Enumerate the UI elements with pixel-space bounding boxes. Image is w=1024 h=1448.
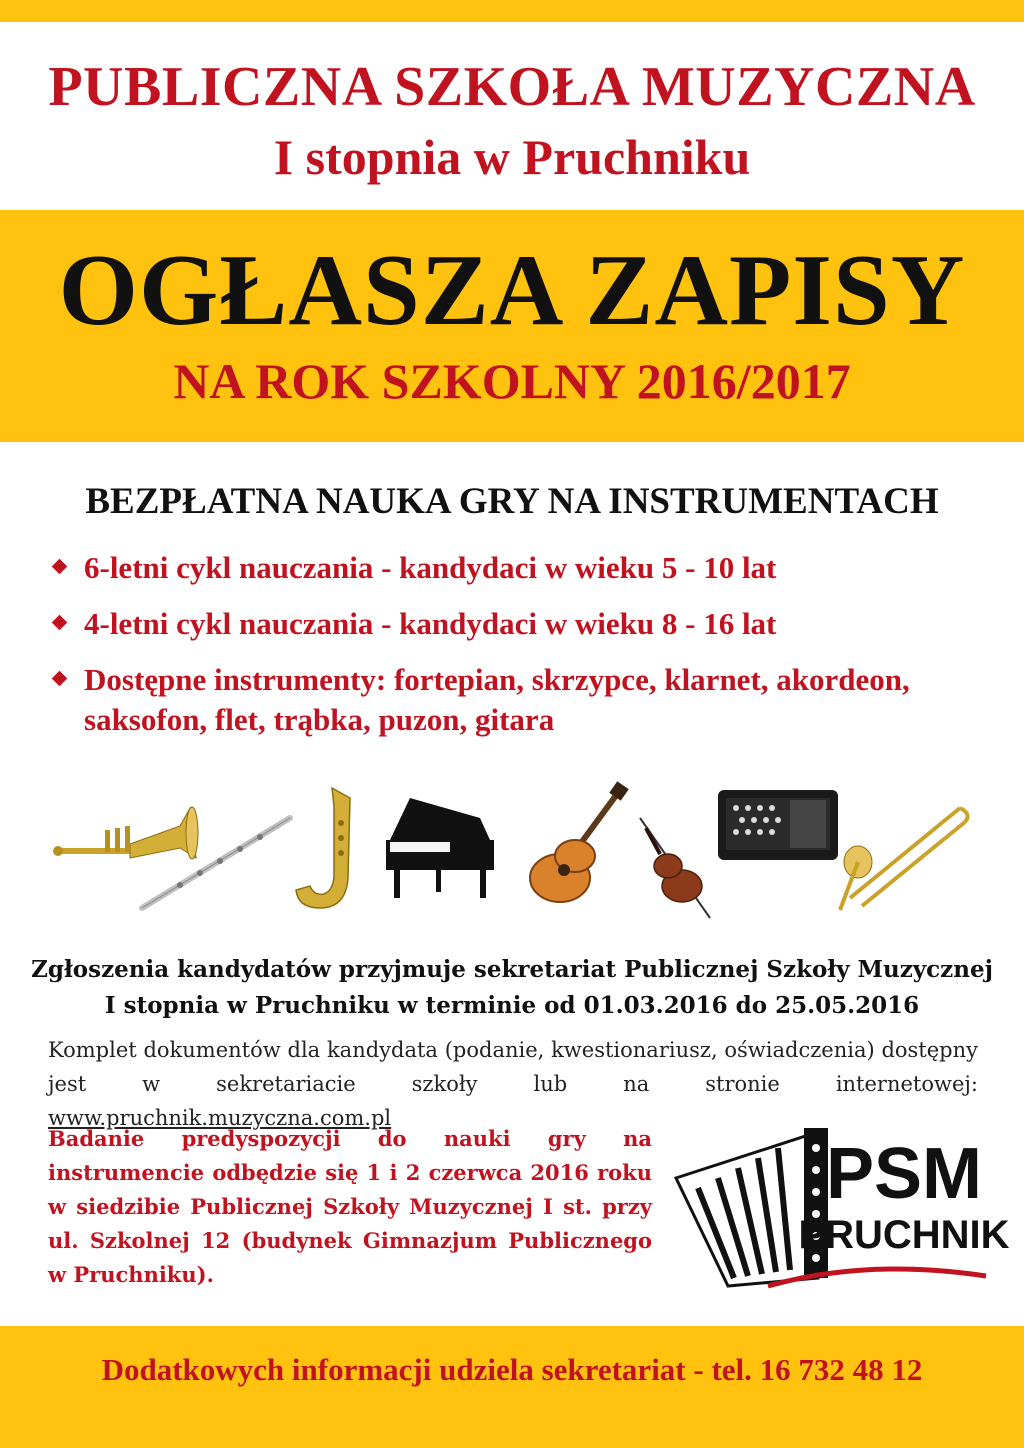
diamond-bullet-icon (52, 559, 68, 575)
footer-contact: Dodatkowych informacji udziela sekretariat - tel. 16 732 48 12 (101, 1352, 923, 1387)
saxophone-icon (296, 788, 350, 908)
school-title: PUBLICZNA SZKOŁA MUZYCZNA (48, 56, 976, 118)
instruments-illustration (50, 778, 970, 928)
diamond-bullet-icon (52, 671, 68, 687)
offer-list (52, 548, 982, 756)
top-stripe (0, 0, 1024, 22)
accordion-logo-icon (676, 1128, 828, 1286)
violin-icon (640, 818, 710, 918)
website-link[interactable]: www.pruchnik.muzyczna.com.pl (48, 1106, 392, 1130)
logo-psm-text: PSM (825, 1134, 983, 1214)
trombone-icon (840, 808, 968, 910)
school-year: NA ROK SZKOLNY 2016/2017 (173, 353, 851, 409)
headline-band (0, 210, 1024, 442)
list-item (52, 548, 982, 588)
accordion-icon (718, 790, 838, 860)
footer-band (0, 1326, 1024, 1448)
list-item-text: 6-letni cykl nauczania - kandydaci w wieku 5 - 10 lat (84, 550, 777, 585)
headline: OGŁASZA ZAPISY (58, 234, 966, 347)
list-item (52, 604, 982, 644)
piano-icon (386, 798, 494, 898)
trumpet-icon (53, 807, 198, 859)
application-info: Zgłoszenia kandydatów przyjmuje sekretariat Publicznej Szkoły Muzycznej I stopnia w Pruchniku w terminie od 01.03.2016 do 25.05.2016 (31, 956, 993, 1019)
school-subtitle: I stopnia w Pruchniku (273, 129, 751, 185)
diamond-bullet-icon (52, 615, 68, 631)
documents-text: Komplet dokumentów dla kandydata (podanie, kwestionariusz, oświadczenia) dostępny jest w sekretariacie szkoły lub na stronie internetowej: (48, 1038, 978, 1096)
list-item-text: Dostępne instrumenty: fortepian, skrzypce, klarnet, akordeon, saksofon, flet, trąbka, puzon, gitara (84, 662, 910, 737)
list-item (52, 660, 982, 740)
guitar-icon (530, 781, 629, 902)
exam-info: Badanie predyspozycji do nauki gry na instrumencie odbędzie się 1 i 2 czerwca 2016 roku w siedzibie Publicznej Szkoły Muzycznej I st. przy ul. Szkolnej 12 (budynek Gimnazjum Publicznego w Pruchniku). (48, 1126, 652, 1287)
logo-pruchnik-text: PRUCHNIK (798, 1213, 1010, 1257)
list-item-text: 4-letni cykl nauczania - kandydaci w wieku 8 - 16 lat (84, 606, 777, 641)
psm-logo (668, 1118, 1010, 1293)
offer-heading: BEZPŁATNA NAUKA GRY NA INSTRUMENTACH (85, 481, 939, 522)
